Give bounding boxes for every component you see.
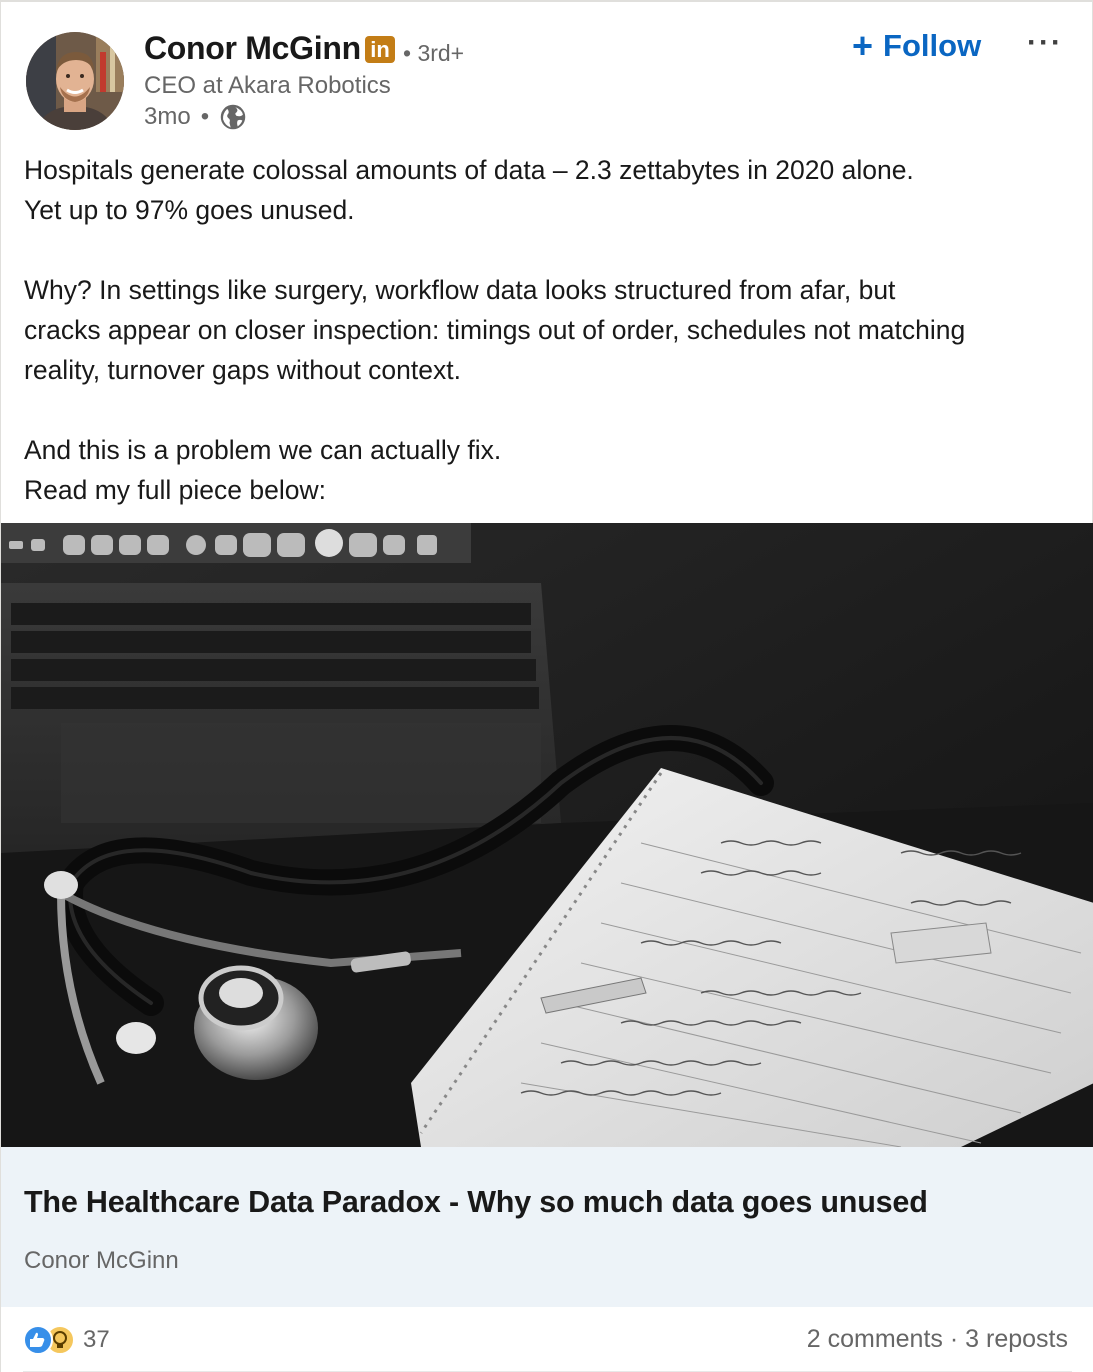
post-body-line: And this is a problem we can actually fix. [24, 435, 502, 465]
reactions-summary[interactable] [23, 1325, 110, 1355]
post-body-spacer [24, 390, 1074, 430]
author-avatar[interactable] [26, 32, 124, 130]
social-counts-bar [1, 1307, 1093, 1372]
article-link-footer[interactable] [1, 1147, 1093, 1307]
follow-button[interactable] [852, 25, 982, 66]
post-meta [144, 103, 247, 131]
linkedin-premium-badge-icon: in [365, 36, 395, 63]
post-body [24, 150, 1074, 510]
comments-count-link[interactable]: 2 comments [806, 1325, 943, 1353]
counts-separator: · [949, 1325, 959, 1353]
more-options-icon[interactable]: ··· [1027, 26, 1063, 59]
article-cover-image[interactable] [1, 523, 1093, 1147]
article-title[interactable]: The Healthcare Data Paradox - Why so much data goes unused [24, 1185, 928, 1219]
reaction-count: 37 [83, 1326, 110, 1353]
post-body-line: Read my full piece below: [24, 475, 326, 505]
author-name[interactable]: Conor McGinn [144, 30, 361, 66]
post-header [1, 2, 1092, 142]
globe-icon [219, 103, 247, 131]
post-body-spacer [24, 230, 1074, 270]
connection-degree: • 3rd+ [403, 40, 465, 66]
follow-label: Follow [883, 28, 982, 63]
post-body-line: Why? In settings like surgery, workflow data looks structured from afar, but [24, 275, 896, 305]
author-headline: CEO at Akara Robotics [144, 72, 391, 99]
avatar-photo [26, 32, 124, 130]
meta-separator: • [200, 103, 210, 130]
like-icon [23, 1325, 53, 1355]
post-body-line: reality, turnover gaps without context. [24, 355, 461, 385]
post-time: 3mo [144, 103, 191, 130]
post-body-line: Hospitals generate colossal amounts of data – 2.3 zettabytes in 2020 alone. [24, 155, 914, 185]
post-body-line: cracks appear on closer inspection: timings out of order, schedules not matching [24, 315, 966, 345]
reposts-count-link[interactable]: 3 reposts [965, 1325, 1068, 1353]
plus-icon: + [852, 25, 874, 66]
post-body-line: Yet up to 97% goes unused. [24, 195, 355, 225]
stethoscope-notebook-photo [1, 523, 1093, 1147]
article-author: Conor McGinn [24, 1247, 179, 1274]
engagement-counts [807, 1325, 1068, 1354]
